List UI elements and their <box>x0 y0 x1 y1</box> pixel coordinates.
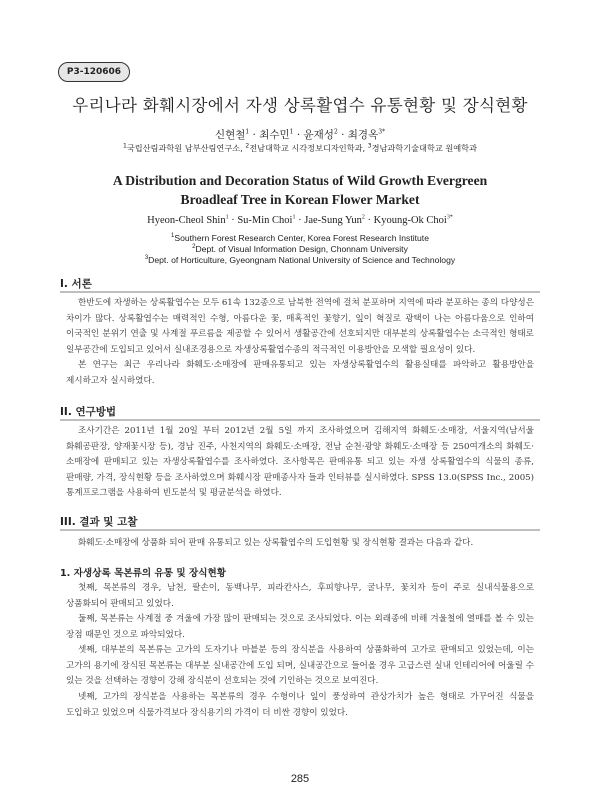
affiliation-text: 전남대학교 시각정보디자인학과, <box>249 143 368 153</box>
author-list-english <box>0 215 600 226</box>
author-name: Jae-Sung Yun <box>304 215 362 226</box>
affiliation-mark: 1 <box>123 142 127 150</box>
paragraph-text: 첫째, 목본류의 경우, 남천, 팔손이, 동백나무, 피라칸사스, 후피향나무, 굴나무, 꽃치자 등이 주로 실내식물용으로 상품화되어 판매되고 있었다. <box>66 583 534 609</box>
affiliations-korean <box>0 143 600 154</box>
author-affiliation-mark: 3* <box>446 214 453 221</box>
paragraph-text: 한반도에 자생하는 상록활엽수는 모두 61속 132종으로 남북한 전역에 걸쳐 분포하며 지역에 따라 분포하는 종의 다양성은 차이가 많다. 상록활엽수는 매력적인 수형, 아름다운 꽃, 매혹적인 꽃향기, 잎이 혁질로 광택이 나는 아름다움으로 인하여 이국적인 분위기 연출 및 사계절 푸르름을 제공할 수 있어서 생활공간에 선호되지만 대부분의 상록활엽수는 소극적인 형태로 일부공간에 도입되고 있어서 실내조경용으로 자생상록활엽수종의 적극적인 이용방안을 모색할 필요성이 있다. <box>66 298 534 355</box>
body-paragraph <box>66 581 534 612</box>
author-name: Kyoung-Ok Choi <box>373 215 447 226</box>
affiliation-text: Southern Forest Research Center, Korea Forest Research Institute <box>174 233 429 243</box>
affiliation-mark: 1 <box>171 233 175 240</box>
affiliation-text: Dept. of Horticulture, Gyeongnam National University of Science and Technology <box>148 255 456 265</box>
affiliation-mark: 3 <box>367 142 372 150</box>
body-paragraph <box>66 690 534 721</box>
affiliation-mark: 3 <box>144 255 149 262</box>
author-name: 최경옥 <box>347 129 379 141</box>
section-heading-results: III. 결과 및 고찰 <box>60 516 138 528</box>
author-list-korean <box>0 127 600 142</box>
subsection-heading: 1. 자생상록 목본류의 유통 및 장식현황 <box>60 568 227 579</box>
author-name: 윤재성 <box>303 129 334 141</box>
affiliation-english <box>0 255 600 265</box>
paper-title-english-line1: A Distribution and Decoration Status of Wild Growth Evergreen <box>112 173 488 188</box>
author-affiliation-mark: 2 <box>333 128 338 136</box>
author-affiliation-mark: 1 <box>289 128 294 136</box>
author-affiliation-mark: 2 <box>361 214 365 221</box>
affiliation-mark: 2 <box>245 142 250 150</box>
body-paragraph <box>66 358 534 389</box>
author-name: Hyeon-Cheol Shin <box>147 215 226 226</box>
author-name: Su-Min Choi <box>237 215 293 226</box>
body-paragraph <box>66 424 534 502</box>
author-name: 최수민 <box>259 129 290 141</box>
author-separator: · <box>364 215 374 226</box>
section-heading-introduction: I. 서론 <box>60 278 92 290</box>
affiliation-text: 국립산림과학원 남부산림연구소, <box>126 143 246 153</box>
body-paragraph <box>66 536 534 552</box>
paragraph-text: 둘째, 목본류는 사계절 중 겨울에 가장 많이 판매되는 것으로 조사되었다. 이는 외래종에 비해 겨울철에 열매를 볼 수 있는 장점 때문인 것으로 파악되었다. <box>66 614 534 640</box>
affiliation-mark: 2 <box>192 244 196 251</box>
paragraph-text: 넷째, 고가의 장식분을 사용하는 목본류의 경우 수형이나 잎이 풍성하여 관상가치가 높은 형태로 가꾸어진 식물을 도입하고 있었으며 식물가격보다 장식용기의 가격이 더 비싼 경향이 있었다. <box>66 692 534 718</box>
author-affiliation-mark: 1 <box>245 128 250 136</box>
paper-title-korean: 우리나라 화훼시장에서 자생 상록활엽수 유통현황 및 장식현황 <box>72 96 528 115</box>
section-heading-methods: II. 연구방법 <box>60 406 117 418</box>
author-separator: · <box>293 129 304 141</box>
page-number: 285 <box>290 773 310 785</box>
body-paragraph <box>66 643 534 690</box>
author-affiliation-mark: 1 <box>292 214 296 221</box>
paragraph-text: 셋째, 대부분의 목본류는 고가의 도자기나 마블분 등의 장식분을 사용하여 상품화하여 고가로 판매되고 있었는데, 이는 고가의 용기에 장식된 목본류는 대부분 실내공간에 도입 되며, 실내공간으로 들어올 경우 고급스런 실내 인테리어에 어울릴 수 있는 것을 선택하는 경향이 강해 장식분이 선호되는 것에 기인하는 것으로 보여진다. <box>66 645 534 687</box>
affiliation-english <box>0 244 600 254</box>
author-affiliation-mark: 3* <box>378 128 386 136</box>
affiliation-text: 경남과학기술대학교 원예학과 <box>371 143 477 153</box>
author-affiliation-mark: 1 <box>225 214 229 221</box>
affiliation-english <box>0 233 600 243</box>
paragraph-text: 화훼도·소매장에 상품화 되어 판매 유통되고 있는 상록활엽수의 도입현황 및 장식현황 결과는 다음과 같다. <box>78 538 474 548</box>
author-name: 신현철 <box>214 129 246 141</box>
body-paragraph <box>66 296 534 358</box>
author-separator: · <box>337 129 348 141</box>
affiliation-text: Dept. of Visual Information Design, Chonnam University <box>195 244 408 254</box>
author-separator: · <box>249 129 260 141</box>
paper-title-english-line2: Broadleaf Tree in Korean Flower Market <box>180 192 420 207</box>
paragraph-text: 본 연구는 최근 우리나라 화훼도·소매장에 판매유통되고 있는 자생상록활엽수의 활용실태를 파악하고 활용방안을 제시하고자 실시하였다. <box>66 360 534 386</box>
body-paragraph <box>66 612 534 643</box>
paper-id-badge: P3-120606 <box>58 62 130 82</box>
paragraph-text: 조사기간은 2011년 1월 20일 부터 2012년 2월 5일 까지 조사하였으며 김해지역 화훼도·소매장, 서울지역(남서울 화훼공판장, 양재꽃시장 등), 경남 진주, 사천지역의 화훼도·소매장, 전남 순천·광양 화훼도·소매장 등 250여개소의 화훼도·소매장에 판매되고 있는 자생상록활엽수를 조사하였다. 조사항목은 판매유통 되고 있는 자생 상록활엽수의 식물의 종류, 판매량, 가격, 장식현황 등을 조사하였으며 화훼시장 판매종사자 들과 인터뷰를 실시하였다. SPSS 13.0(SPSS Inc., 2005) 통계프로그램을 사용하여 빈도분석 및 평균분석을 하였다. <box>66 426 534 499</box>
author-separator: · <box>295 215 305 226</box>
author-separator: · <box>228 215 238 226</box>
